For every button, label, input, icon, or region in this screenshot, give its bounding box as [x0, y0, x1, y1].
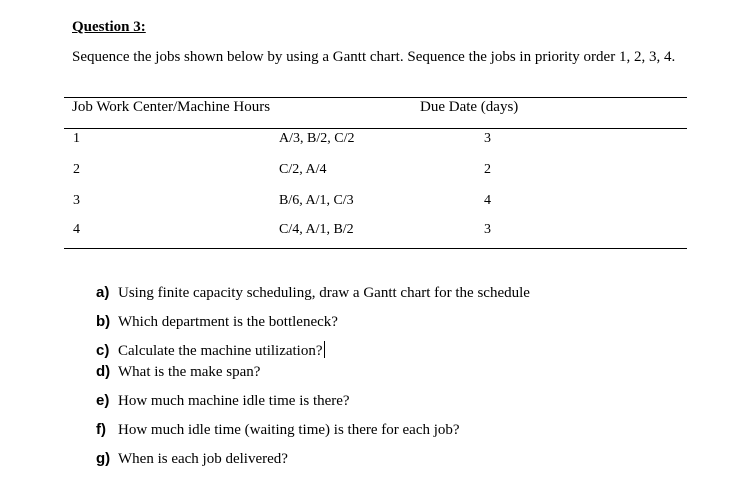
part-label: a) — [96, 284, 110, 301]
table-row — [0, 162, 730, 182]
job-routing: A/3, B/2, C/2 — [279, 131, 355, 146]
table-bottom-rule — [64, 248, 687, 249]
part-text: Calculate the machine utilization? — [118, 343, 323, 359]
question-part-e — [96, 392, 350, 410]
part-label: f) — [96, 421, 106, 438]
job-due-date: 3 — [484, 222, 491, 237]
part-label: e) — [96, 392, 110, 409]
job-number: 4 — [73, 222, 80, 237]
part-text: How much idle time (waiting time) is there for each job? — [118, 422, 460, 438]
job-routing: C/2, A/4 — [279, 162, 327, 177]
job-number: 3 — [73, 193, 80, 208]
part-text: What is the make span? — [118, 364, 261, 380]
question-intro: Sequence the jobs shown below by using a Gantt chart. Sequence the jobs in priority order 1, 2, 3, 4. — [72, 49, 676, 65]
part-text: How much machine idle time is there? — [118, 393, 350, 409]
question-part-a — [96, 284, 530, 302]
job-due-date: 3 — [484, 131, 491, 146]
header-due-date: Due Date (days) — [420, 99, 519, 115]
header-job-work-center: Job Work Center/Machine Hours — [72, 99, 271, 115]
question-part-b — [96, 313, 338, 331]
question-part-c — [96, 341, 325, 360]
job-number: 1 — [73, 131, 80, 146]
part-text: When is each job delivered? — [118, 451, 288, 467]
table-row — [0, 131, 730, 151]
table-top-rule — [64, 97, 687, 98]
job-routing: B/6, A/1, C/3 — [279, 193, 354, 208]
job-due-date: 4 — [484, 193, 491, 208]
part-label: c) — [96, 342, 110, 359]
part-label: d) — [96, 363, 111, 380]
text-cursor — [324, 341, 325, 358]
table-header-rule — [64, 128, 687, 129]
question-part-g — [96, 450, 288, 468]
part-text: Using finite capacity scheduling, draw a Gantt chart for the schedule — [118, 285, 530, 301]
question-heading: Question 3: — [72, 19, 146, 35]
job-routing: C/4, A/1, B/2 — [279, 222, 354, 237]
part-label: b) — [96, 313, 111, 330]
table-row — [0, 222, 730, 242]
question-part-f — [96, 421, 460, 439]
job-due-date: 2 — [484, 162, 491, 177]
job-number: 2 — [73, 162, 80, 177]
table-row — [0, 193, 730, 213]
question-part-d — [96, 363, 260, 381]
part-text: Which department is the bottleneck? — [118, 314, 338, 330]
part-label: g) — [96, 450, 111, 467]
